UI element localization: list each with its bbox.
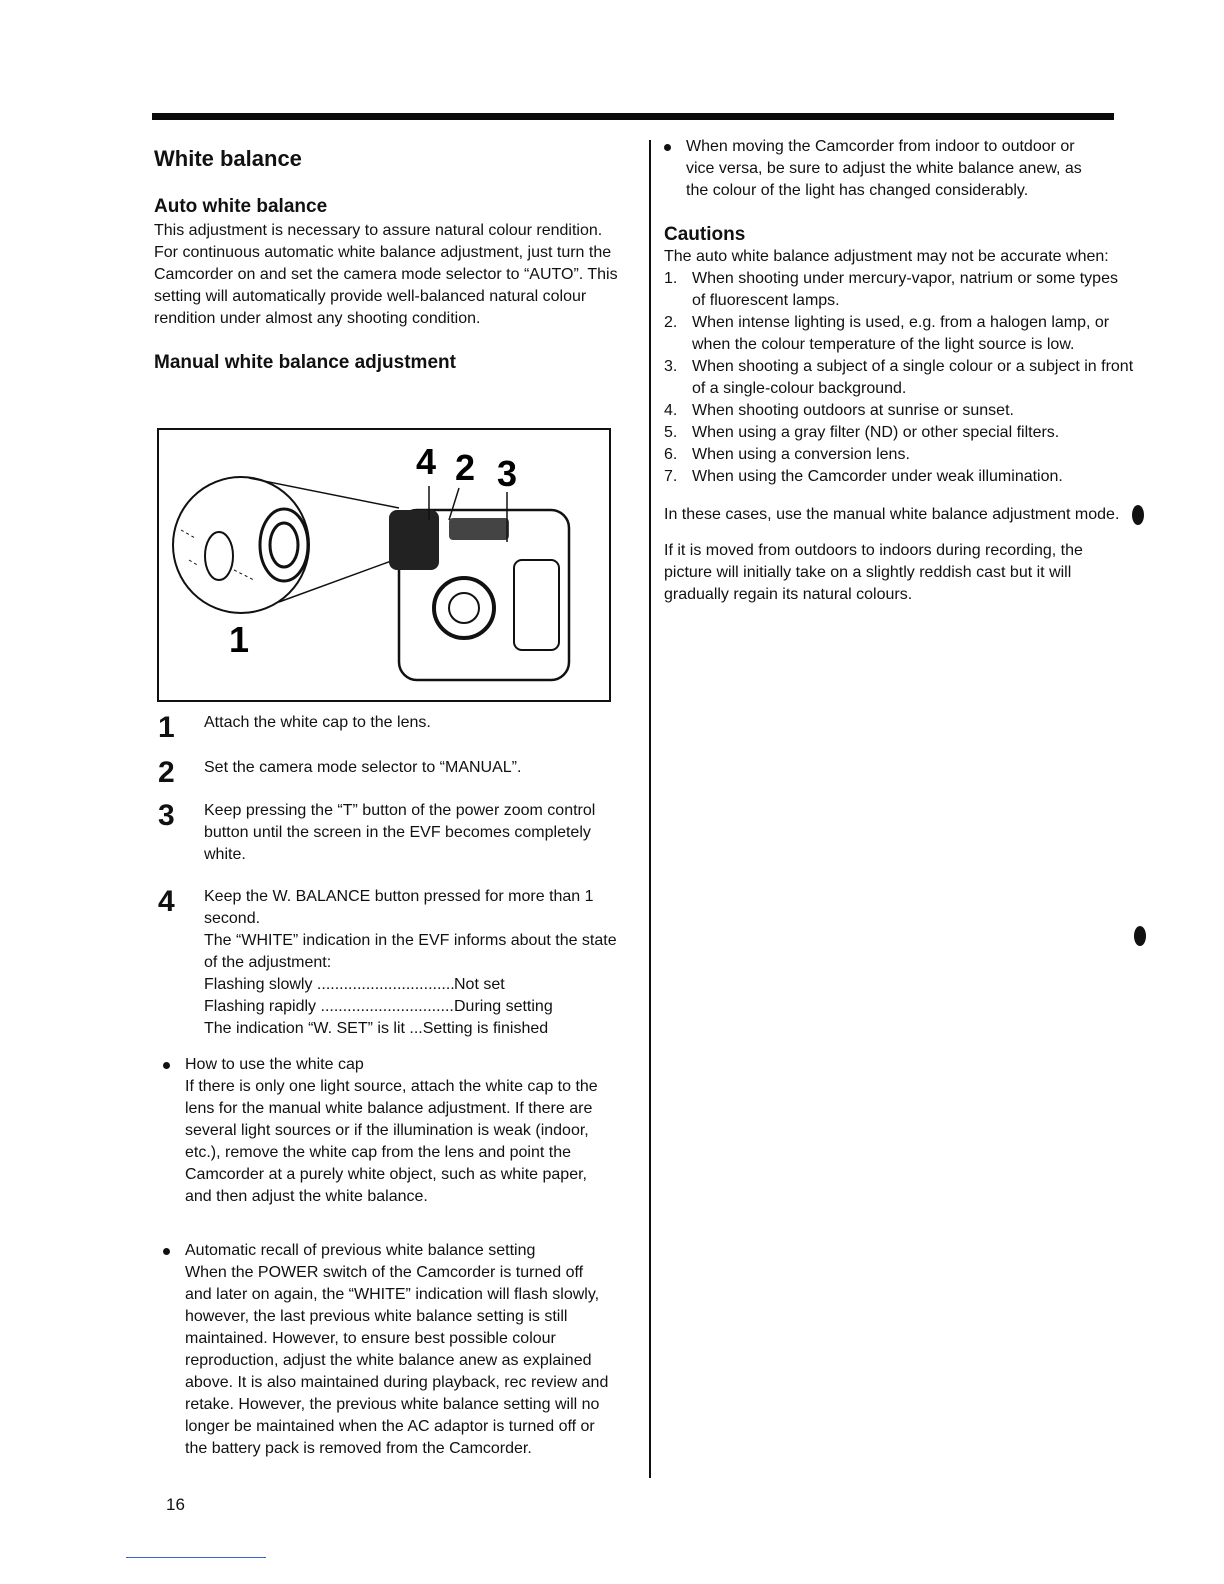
lens-callout-circle bbox=[173, 477, 309, 613]
auto-paragraph-2: For continuous automatic white balance adjustment, just turn the Camcorder on and set the camera mode selector to “AUTO”. This setting will automatically provide well-balanced natural colour rendition under almost any shooting condition. bbox=[154, 244, 618, 327]
step-number: 3 bbox=[158, 799, 175, 832]
step-4-body bbox=[204, 886, 624, 1040]
left-column bbox=[154, 140, 624, 374]
right-paragraph-1: In these cases, use the manual white balance adjustment mode. bbox=[664, 506, 1120, 523]
caution-item: 2. When intense lighting is used, e.g. from a halogen lamp, or when the colour temperature of the light source is low. bbox=[664, 314, 1110, 353]
right-paragraph-2: If it is moved from outdoors to indoors during recording, the picture will initially take on a slightly reddish cast but it will gradually regain its natural colours. bbox=[664, 542, 1083, 603]
margin-mark bbox=[1134, 926, 1146, 946]
caution-item: 1. When shooting under mercury-vapor, natrium or some types of fluorescent lamps. bbox=[664, 270, 1118, 309]
lens-ring-inner bbox=[270, 523, 298, 567]
caution-item: 5. When using a gray filter (ND) or other special filters. bbox=[664, 424, 1060, 441]
indication-value: Not set bbox=[454, 976, 505, 993]
figure-label-2: 2 bbox=[455, 447, 476, 488]
page-number: 16 bbox=[166, 1495, 185, 1514]
camcorder-side-panel bbox=[514, 560, 559, 650]
top-rule bbox=[152, 113, 1114, 120]
step-number: 2 bbox=[158, 756, 175, 789]
camcorder-lens bbox=[434, 578, 494, 638]
caution-item: 3. When shooting a subject of a single colour or a subject in front of a single-colour background. bbox=[664, 358, 1134, 397]
bullet-dot bbox=[664, 144, 671, 151]
bullet-indoor-outdoor bbox=[664, 136, 1104, 202]
indication-value: During setting bbox=[454, 998, 553, 1015]
bullet-white-cap bbox=[163, 1054, 613, 1208]
lens-ring-outer bbox=[260, 509, 308, 581]
bullet-title: Automatic recall of previous white balance setting bbox=[185, 1242, 536, 1259]
step-number: 1 bbox=[158, 711, 175, 744]
bullet-automatic-recall bbox=[163, 1240, 613, 1460]
step-text: Keep pressing the “T” button of the power zoom control button until the screen in the EVF becomes completely white. bbox=[204, 802, 596, 863]
step-text: Attach the white cap to the lens. bbox=[204, 714, 431, 731]
camcorder-lens-hood bbox=[389, 510, 439, 570]
cautions-heading: Cautions bbox=[664, 224, 746, 245]
bottom-underline bbox=[126, 1557, 266, 1558]
camcorder-figure bbox=[157, 428, 611, 702]
pointer-line-2 bbox=[449, 488, 459, 520]
page-title: White balance bbox=[154, 146, 302, 171]
bullet-text: When the POWER switch of the Camcorder is turned off and later on again, the “WHITE” indication will flash slowly, however, the last previous white balance setting is still maintained. However, to ensure best possible colour reproduction, adjust the white balance anew as explained above. It is also maintained during playback, rec review and retake. However, the previous white balance setting will no longer be maintained when the AC adaptor is turned off or the battery pack is removed from the Camcorder. bbox=[185, 1264, 609, 1457]
caution-item: 4. When shooting outdoors at sunrise or sunset. bbox=[664, 402, 1014, 419]
indication-label: Flashing slowly ..... bbox=[204, 974, 454, 996]
auto-paragraph-1: This adjustment is necessary to assure natural colour rendition. bbox=[154, 222, 603, 239]
step-2 bbox=[158, 757, 618, 793]
manual-white-balance-heading: Manual white balance adjustment bbox=[154, 352, 456, 373]
bullet-title: How to use the white cap bbox=[185, 1056, 364, 1073]
caution-item: 7. When using the Camcorder under weak illumination. bbox=[664, 468, 1063, 485]
step-1 bbox=[158, 712, 618, 748]
cap-arrows bbox=[181, 530, 254, 580]
camcorder-top-controls bbox=[449, 518, 509, 540]
step-text: Set the camera mode selector to “MANUAL”. bbox=[204, 759, 522, 776]
bullet-dot bbox=[163, 1062, 170, 1069]
step-3 bbox=[158, 800, 618, 870]
bullet-text: If there is only one light source, attach the white cap to the lens for the manual white balance adjustment. If there are several light sources or if the illumination is weak (indoor, etc.), remove the white cap from the lens and point the Camcorder at a purely white object, such as white paper, and then adjust the white balance. bbox=[185, 1078, 598, 1205]
cautions-list bbox=[664, 268, 1134, 488]
figure-label-1: 1 bbox=[229, 619, 250, 660]
right-column bbox=[664, 136, 1134, 606]
indication-row bbox=[204, 996, 624, 1018]
figure-label-4: 4 bbox=[416, 441, 437, 482]
caution-item: 6. When using a conversion lens. bbox=[664, 446, 910, 463]
bullet-text: When moving the Camcorder from indoor to outdoor or vice versa, be sure to adjust the white balance anew, as the colour of the light has changed considerably. bbox=[686, 138, 1082, 199]
white-cap bbox=[205, 532, 233, 580]
step-text-2: The “WHITE” indication in the EVF informs about the state of the adjustment: bbox=[204, 932, 617, 971]
cautions-intro: The auto white balance adjustment may not be accurate when: bbox=[664, 248, 1109, 265]
figure-label-3: 3 bbox=[497, 453, 518, 494]
camcorder-illustration bbox=[159, 430, 609, 700]
column-divider bbox=[649, 140, 651, 1478]
indication-row-last: The indication “W. SET” is lit ...Setting is finished bbox=[204, 1020, 549, 1037]
indication-label: Flashing rapidly ..... bbox=[204, 996, 454, 1018]
step-4 bbox=[158, 886, 618, 1046]
step-number: 4 bbox=[158, 885, 175, 918]
callout-line-top bbox=[249, 478, 399, 508]
callout-line-bottom bbox=[279, 560, 394, 602]
auto-white-balance-heading: Auto white balance bbox=[154, 196, 328, 217]
margin-mark bbox=[1132, 505, 1144, 525]
step-text: Keep the W. BALANCE button pressed for more than 1 second. bbox=[204, 888, 594, 927]
bullet-dot bbox=[163, 1248, 170, 1255]
indication-row bbox=[204, 974, 624, 996]
